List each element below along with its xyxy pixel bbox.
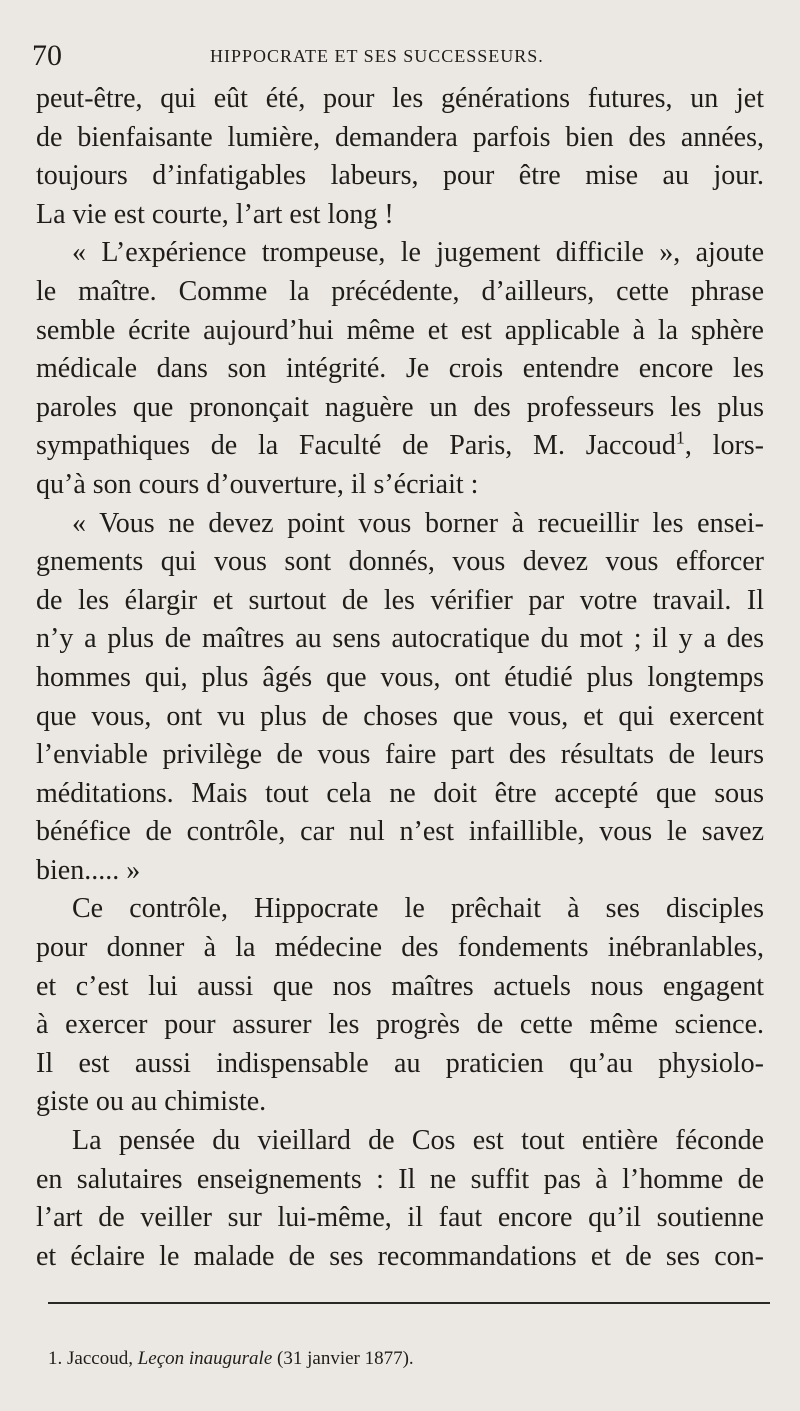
footnote-work-title: Leçon inaugurale [137,1348,273,1369]
footnote-divider [48,1302,770,1304]
text-line: peut-être, qui eût été, pour les générations futures, un jet [36,83,764,114]
text-line: « L’expérience trompeuse, le jugement difficile », ajoute [72,237,764,269]
text-line: méditations. Mais tout cela ne doit être accepté que sous [36,777,764,809]
footnote [48,1346,414,1372]
text-line: que vous, ont vu plus de choses que vous, et qui exercent [36,700,764,732]
running-head [32,38,772,74]
text-line: semble écrite aujourd’hui même et est applicable à la sphère [36,314,764,346]
text-line: paroles que prononçait naguère un des professeurs les plus [36,391,764,423]
text-line: bénéfice de contrôle, car nul n’est infaillible, vous le savez [36,816,764,848]
footnote-date: (31 janvier 1877). [277,1348,414,1369]
text-line [36,427,764,466]
text-line: giste ou au chimiste. [36,1086,267,1118]
text-line: l’enviable privilège de vous faire part des résultats de leurs [36,739,764,771]
text-line: l’art de veiller sur lui-même, il faut encore qu’il soutienne [36,1202,764,1234]
text-line: n’y a plus de maîtres au sens autocratique du mot ; il y a des [36,623,764,655]
text-line: le maître. Comme la précédente, d’ailleurs, cette phrase [36,275,764,307]
text-line: bien..... » [36,854,141,886]
text-line: Il est aussi indispensable au praticien qu’au physiolo- [36,1047,764,1079]
text-line: médicale dans son intégrité. Je crois entendre encore les [36,353,764,385]
text-line: de les élargir et surtout de les vérifier par votre travail. Il [36,584,764,616]
page-number: 70 [32,39,62,72]
text-line: La pensée du vieillard de Cos est tout entière féconde [72,1125,764,1157]
text-line: toujours d’infatigables labeurs, pour être mise au jour. [36,160,764,192]
body-text [36,80,764,1276]
text-line: qu’à son cours d’ouverture, il s’écriait : [36,468,479,500]
text-segment: sympathiques de la Faculté de Paris, M. Jaccoud [36,430,676,462]
text-line: La vie est courte, l’art est long ! [36,198,394,230]
text-segment: , lors- [684,430,764,462]
footnote-author: Jaccoud, [67,1348,133,1369]
text-line: et éclaire le malade de ses recommandations et de ses con- [36,1240,764,1272]
text-line: « Vous ne devez point vous borner à recueillir les ensei- [72,507,764,539]
text-line: Ce contrôle, Hippocrate le prêchait à ses disciples [72,893,764,925]
text-line: à exercer pour assurer les progrès de cette même science. [36,1009,764,1041]
footnote-number: 1. [48,1348,63,1369]
text-line: et c’est lui aussi que nos maîtres actuels nous engagent [36,970,764,1002]
text-line: de bienfaisante lumière, demandera parfois bien des années, [36,121,764,153]
running-title: HIPPOCRATE ET SES SUCCESSEURS. [210,46,544,66]
text-line: hommes qui, plus âgés que vous, ont étudié plus longtemps [36,661,764,693]
text-line: pour donner à la médecine des fondements inébranlables, [36,932,764,964]
text-line: gnements qui vous sont donnés, vous devez vous efforcer [36,546,764,578]
footnote-reference[interactable]: 1 [675,428,685,449]
text-line: en salutaires enseignements : Il ne suffit pas à l’homme de [36,1163,764,1195]
